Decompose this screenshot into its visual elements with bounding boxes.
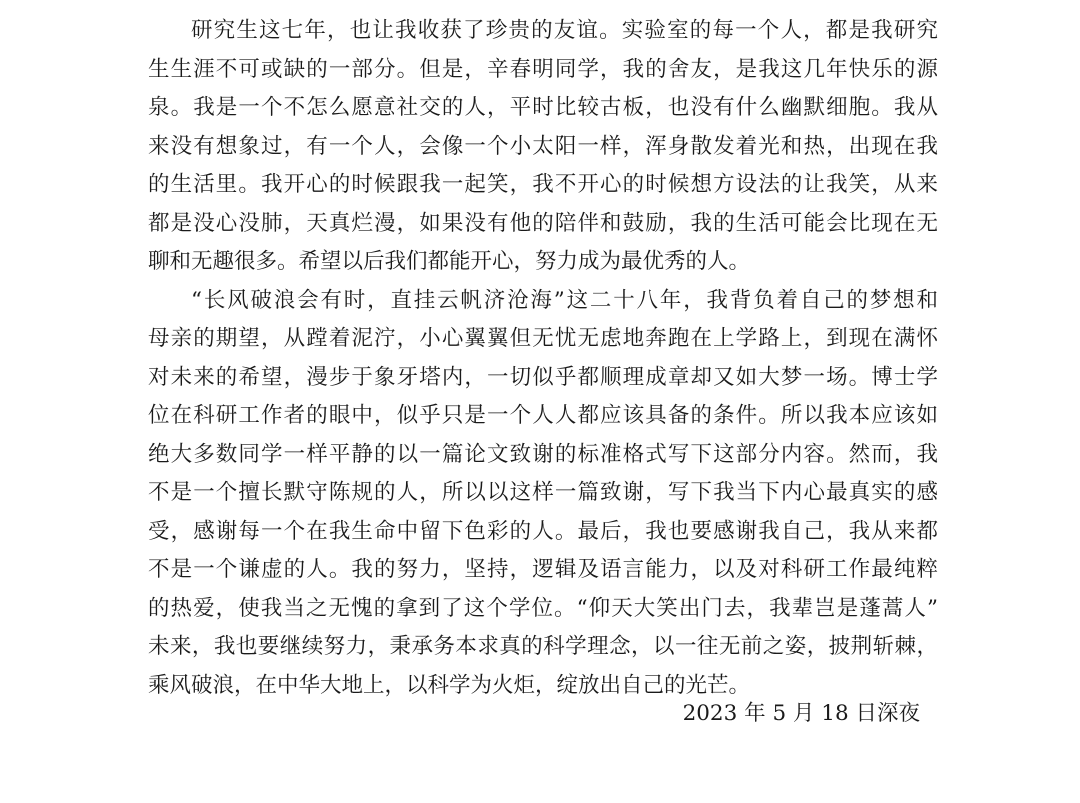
- paragraph-friendship: [148, 12, 938, 282]
- text-line: 来没有想象过，有一个人，会像一个小太阳一样，浑身散发着光和热，出现在我: [148, 133, 938, 159]
- text-line: 未来，我也要继续努力，秉承务本求真的科学理念，以一往无前之姿，披荆斩棘，: [148, 634, 938, 659]
- signature-date: 2023 年 5 月 18 日深夜: [682, 701, 920, 726]
- text-line: 不是一个擅长默守陈规的人，所以以这样一篇致谢，写下我当下内心最真实的感: [148, 480, 938, 505]
- text-line: 位在科研工作者的眼中，似乎只是一个人人都应该具备的条件。所以我本应该如: [148, 403, 938, 428]
- text-line: 生生涯不可或缺的一部分。但是，辛春明同学，我的舍友，是我这几年快乐的源: [148, 56, 938, 82]
- text-line: 泉。我是一个不怎么愿意社交的人，平时比较古板，也没有什么幽默细胞。我从: [148, 95, 938, 120]
- text-line: 的生活里。我开心的时候跟我一起笑，我不开心的时候想方设法的让我笑，从来: [148, 172, 938, 197]
- acknowledgement-text: [148, 12, 938, 705]
- text-line: 绝大多数同学一样平静的以一篇论文致谢的标准格式写下这部分内容。然而，我: [148, 441, 938, 467]
- text-line: 受，感谢每一个在我生命中留下色彩的人。最后，我也要感谢我自己，我从来都: [148, 518, 938, 544]
- paragraph-reflection: [148, 282, 938, 706]
- text-line: 不是一个谦虚的人。我的努力，坚持，逻辑及语言能力，以及对科研工作最纯粹: [148, 557, 938, 582]
- text-line: 研究生这七年，也让我收获了珍贵的友谊。实验室的每一个人，都是我研究: [191, 18, 938, 43]
- text-line: 乘风破浪，在中华大地上，以科学为火炬，绽放出自己的光芒。: [148, 672, 751, 698]
- text-line: 的热爱，使我当之无愧的拿到了这个学位。“仰天大笑出门去，我辈岂是蓬蒿人”: [148, 595, 938, 621]
- text-line: 母亲的期望，从蹚着泥泞，小心翼翼但无忧无虑地奔跑在上学路上，到现在满怀: [148, 326, 938, 351]
- text-line: 对未来的希望，漫步于象牙塔内，一切似乎都顺理成章却又如大梦一场。博士学: [148, 364, 938, 390]
- text-line: “长风破浪会有时，直挂云帆济沧海”这二十八年，我背负着自己的梦想和: [191, 287, 938, 313]
- text-line: 都是没心没肺，天真烂漫，如果没有他的陪伴和鼓励，我的生活可能会比现在无: [148, 210, 938, 236]
- text-line: 聊和无趣很多。希望以后我们都能开心，努力成为最优秀的人。: [148, 249, 751, 274]
